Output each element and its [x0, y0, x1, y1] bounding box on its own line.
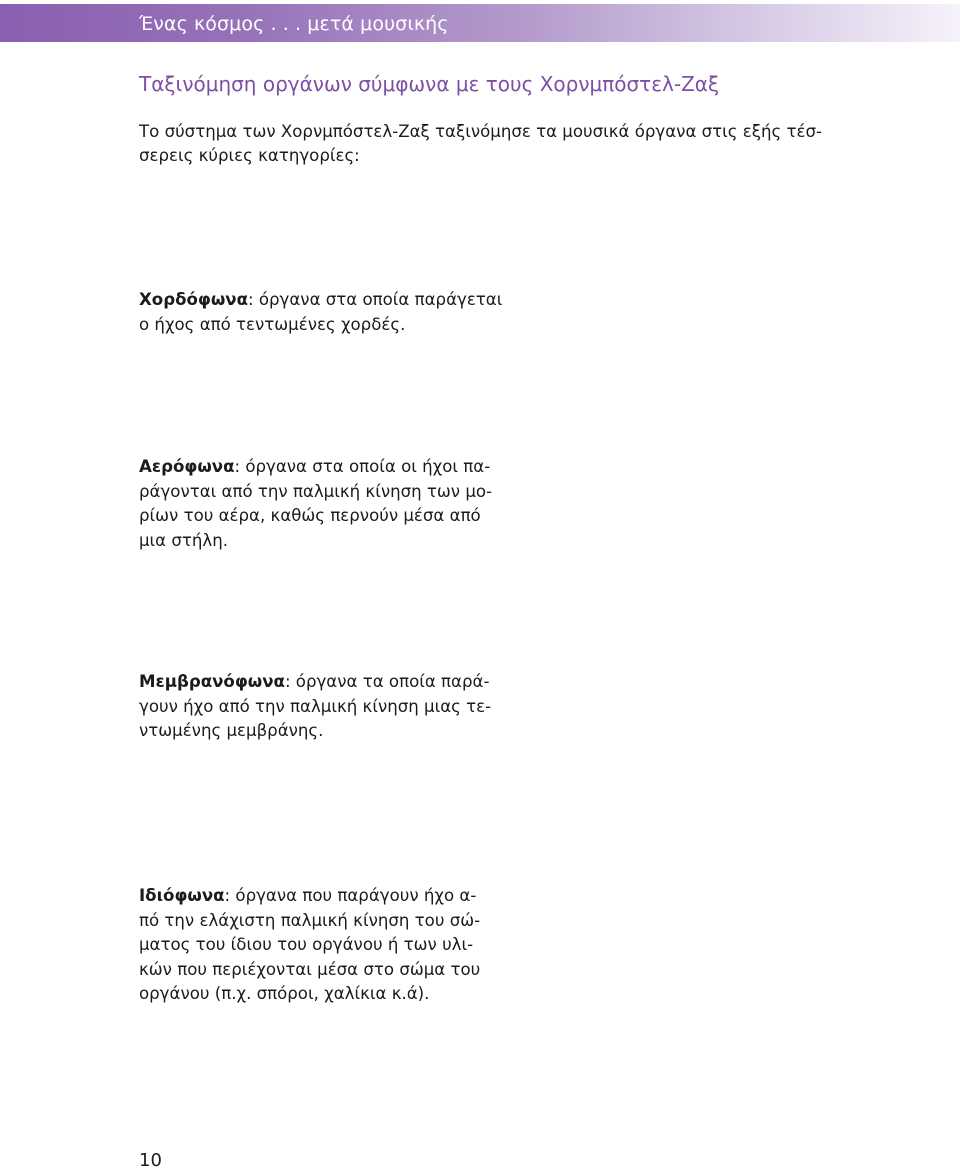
definition-line: γουν ήχο από την παλμική κίνηση μιας τε- [139, 696, 492, 716]
definition-text: : όργανα στα οποία παράγεται [247, 290, 503, 309]
intro-line: σερεις κύριες κατηγορίες: [139, 146, 360, 165]
definition-line [139, 884, 480, 909]
definition-term: Ιδιόφωνα [139, 886, 225, 905]
definition-aerophones [139, 455, 492, 553]
definition-line [139, 288, 502, 313]
intro-paragraph [139, 120, 839, 168]
header-band [0, 4, 960, 42]
definition-line: μια στήλη. [139, 530, 229, 550]
definition-membranophones [139, 670, 491, 744]
definition-line: ράγονται από την παλμική κίνηση των μο- [139, 481, 493, 501]
definition-line: ντωμένης μεμβράνης. [139, 721, 324, 741]
definition-term: Αερόφωνα [139, 457, 235, 476]
definition-term: Χορδόφωνα [139, 290, 248, 309]
definition-line: ματος του ίδιου του οργάνου ή των υλι- [139, 935, 474, 955]
definition-line [139, 670, 491, 695]
definition-line: κών που περιέχονται μέσα στο σώμα του [139, 959, 481, 979]
section-title: Ταξινόμηση οργάνων σύμφωνα με τους Χορνμπόστελ-Ζαξ [139, 72, 720, 96]
definition-line: ρίων του αέρα, καθώς περνούν μέσα από [139, 506, 481, 526]
intro-line: Το σύστημα των Χορνμπόστελ-Ζαξ ταξινόμησε τα μουσικά όργανα στις εξής τέσ- [139, 122, 823, 141]
definition-chordophones [139, 288, 502, 337]
definition-term: Μεμβρανόφωνα [139, 672, 285, 691]
definition-text: : όργανα τα οποία παρά- [284, 672, 490, 691]
definition-text: : όργανα στα οποία οι ήχοι πα- [234, 457, 491, 476]
page-number: 10 [139, 1150, 162, 1171]
definition-text: : όργανα που παράγουν ήχο α- [224, 886, 477, 905]
definition-idiophones [139, 884, 480, 1007]
definition-line: πό την ελάχιστη παλμική κίνηση του σώ- [139, 910, 481, 930]
definition-line: ο ήχος από τεντωμένες χορδές. [139, 314, 406, 334]
definition-line [139, 455, 492, 480]
definition-line: οργάνου (π.χ. σπόροι, χαλίκια κ.ά). [139, 984, 430, 1004]
running-header-title: Ένας κόσμος . . . μετά μουσικής [139, 13, 449, 35]
